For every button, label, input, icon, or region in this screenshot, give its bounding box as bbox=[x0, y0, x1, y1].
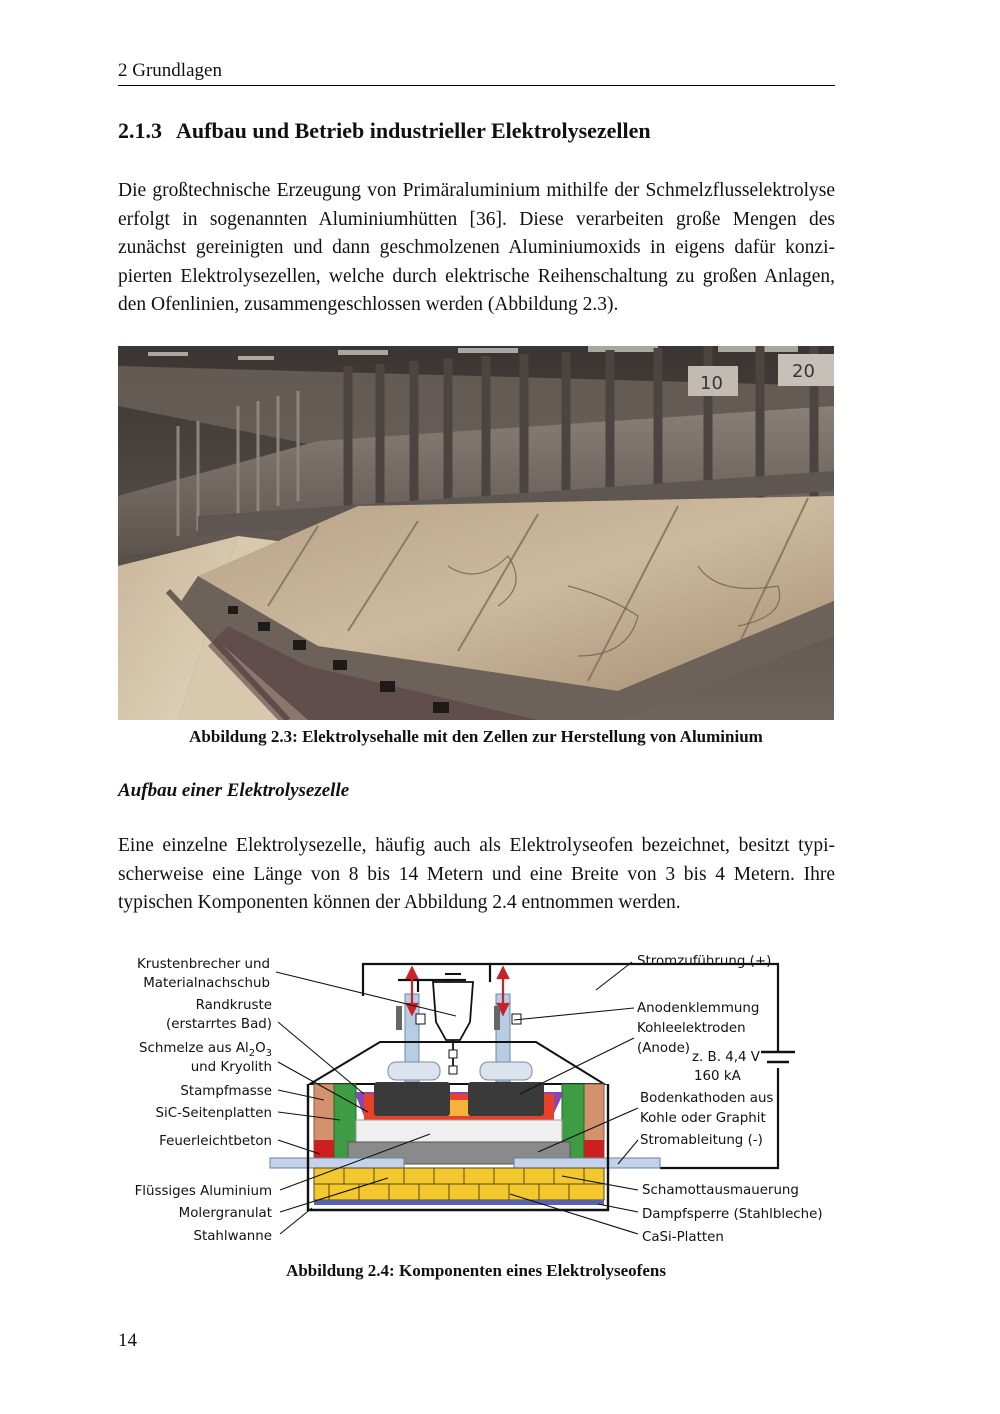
subsection-heading: Aufbau einer Elektrolysezelle bbox=[118, 780, 350, 801]
label-stahlwanne: Stahlwanne bbox=[193, 1229, 272, 1244]
cell-number-sign-b: 20 bbox=[792, 361, 815, 382]
label-dampfsperre: Dampfsperre (Stahlbleche) bbox=[642, 1207, 823, 1222]
paragraph-cell-description: Eine einzelne Elektrolysezelle, häufig auch als Elektrolyseofen bezeichnet, besitzt typischerweise eine Länge von 8 bis 14 Metern und eine Breite von 3 bis 4 Metern. Ihre typischen Komponenten können der Abbildung 2.4 entnommen werden. bbox=[118, 835, 835, 913]
section-heading bbox=[118, 118, 651, 144]
label-stampfmasse: Stampfmasse bbox=[180, 1084, 272, 1099]
figure-2-4-caption: Abbildung 2.4: Komponenten eines Elektrolyseofens bbox=[286, 1261, 666, 1280]
figure-2-3-caption: Abbildung 2.3: Elektrolysehalle mit den Zellen zur Herstellung von Aluminium bbox=[189, 727, 763, 746]
label-bodenkathoden-line1: Bodenkathoden aus bbox=[640, 1091, 774, 1106]
label-schmelze-line1: Schmelze aus $Al_2O_3$ bbox=[139, 1041, 272, 1059]
label-stromableitung: Stromableitung (-) bbox=[640, 1133, 763, 1148]
label-anodenklemmung: Anodenklemmung bbox=[637, 1001, 760, 1016]
label-randkruste-line2: (erstarrtes Bad) bbox=[165, 1017, 272, 1032]
label-current: 160 kA bbox=[694, 1069, 741, 1084]
electrolysis-hall-photo bbox=[118, 346, 834, 720]
label-casi-platten: CaSi-Platten bbox=[642, 1230, 724, 1245]
cell-number-sign-a: 10 bbox=[700, 373, 723, 394]
label-feuerleichtbeton: Feuerleichtbeton bbox=[159, 1134, 272, 1149]
header-rule bbox=[118, 85, 835, 86]
label-kohleelektroden-line1: Kohleelektroden bbox=[637, 1021, 746, 1036]
running-head: 2 Grundlagen bbox=[118, 60, 222, 81]
label-kohleelektroden-line2: (Anode) bbox=[637, 1041, 691, 1056]
label-stromzufuehrung: Stromzuführung (+) bbox=[637, 954, 772, 969]
label-sic-seitenplatten: SiC-Seitenplatten bbox=[155, 1106, 272, 1121]
page-number: 14 bbox=[118, 1330, 137, 1351]
label-krustenbrecher-line1: Krustenbrecher und bbox=[137, 957, 270, 972]
label-bodenkathoden-line2: Kohle oder Graphit bbox=[640, 1111, 766, 1126]
label-schamottausmauerung: Schamottausmauerung bbox=[642, 1183, 799, 1198]
electrolysis-cell-diagram bbox=[118, 944, 834, 1254]
label-voltage: z. B. 4,4 V bbox=[692, 1050, 760, 1065]
label-schmelze-line2: und Kryolith bbox=[190, 1060, 272, 1075]
paragraph-intro: Die großtechnische Erzeugung von Primäraluminium mithilfe der Schmelzflusselektrolyse erfolgt in sogenannten Aluminiumhütten [36]. Diese verarbeiten große Mengen des zunächst gereinigten und dann geschmolzenen Aluminiumoxids in eigens dafür konzipierten Elektrolysezellen, welche durch elektrische Reihenschaltung zu großen Anlagen, den Ofenlinien, zusammengeschlossen werden (Abbildung 2.3). bbox=[118, 180, 835, 315]
label-molergranulat: Molergranulat bbox=[178, 1206, 272, 1221]
section-number: 2.1.3 bbox=[118, 118, 162, 143]
label-randkruste-line1: Randkruste bbox=[195, 998, 272, 1013]
section-title: Aufbau und Betrieb industrieller Elektrolysezellen bbox=[176, 118, 651, 143]
label-krustenbrecher-line2: Materialnachschub bbox=[143, 976, 270, 991]
label-fluessiges-aluminium: Flüssiges Aluminium bbox=[134, 1184, 272, 1199]
